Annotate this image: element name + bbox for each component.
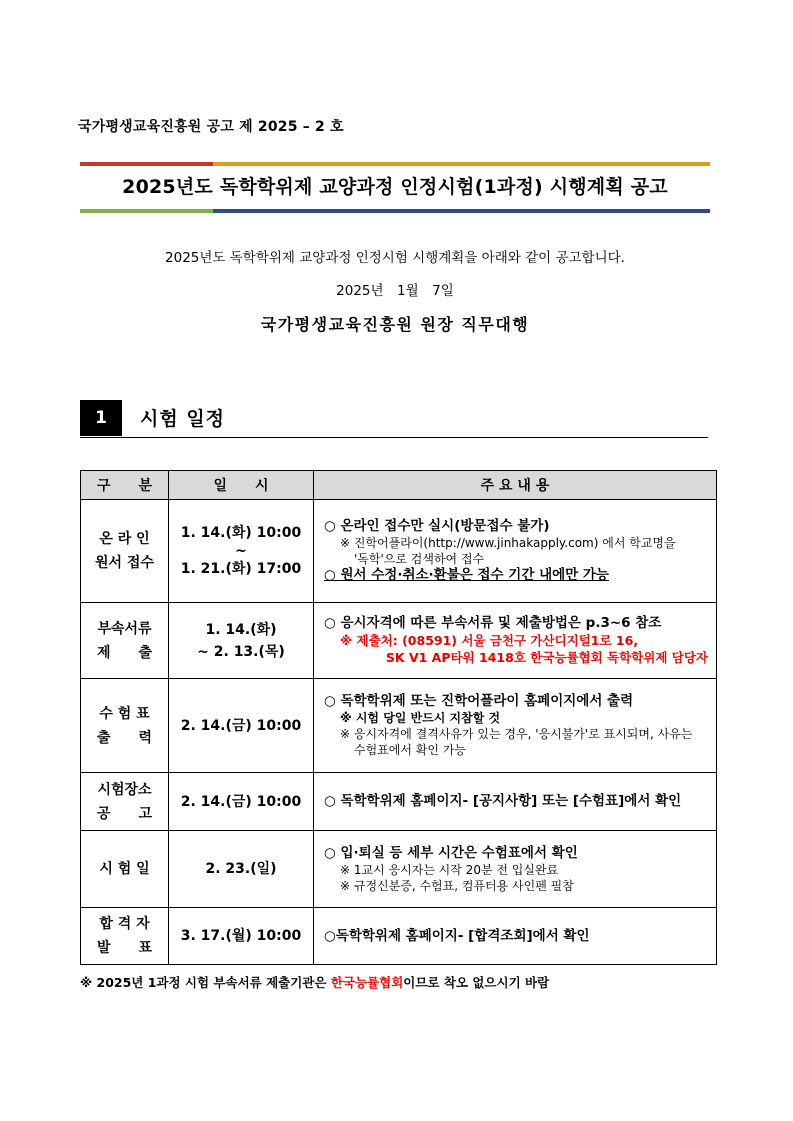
row-content: ○ 독학학위제 또는 진학어플라이 홈페이지에서 출력 ※ 시험 당일 반드시 지참할 것 ※ 응시자격에 결격사유가 있는 경우, '응시불가'로 표시되며, 사유는 수험표에서 확인 가능 (314, 679, 717, 773)
row-datetime: 2. 14.(금) 10:00 (169, 679, 314, 773)
table-row (81, 603, 717, 679)
header-category: 구 분 (81, 471, 169, 500)
footnote-highlight: 한국능률협회 (330, 975, 404, 990)
notice-date: 2025년 1월 7일 (336, 283, 454, 299)
table-row (81, 679, 717, 773)
footnote: ※ 2025년 1과정 시험 부속서류 제출기관은 한국능률협회이므로 착오 없으시기 바람 (80, 975, 550, 990)
row-category: 시 험 일 (81, 831, 169, 908)
row-datetime: 3. 17.(월) 10:00 (169, 908, 314, 965)
header-content: 주 요 내 용 (314, 471, 717, 500)
header-datetime: 일 시 (169, 471, 314, 500)
section-rule (80, 437, 708, 438)
section-title: 시험 일정 (140, 408, 226, 430)
accent-bar-bottom-navy (213, 209, 710, 213)
row-content: ○ 입·퇴실 등 세부 시간은 수험표에서 확인 ※ 1교시 응시자는 시작 20분 전 입실완료 ※ 규정신분증, 수험표, 컴퓨터용 사인펜 필참 (314, 831, 717, 908)
intro-text: 2025년도 독학학위제 교양과정 인정시험 시행계획을 아래와 같이 공고합니다. (165, 250, 625, 266)
schedule-table (80, 470, 717, 965)
notice-number: 국가평생교육진흥원 공고 제 2025 – 2 호 (78, 119, 344, 135)
row-category: 부속서류 제 출 (81, 603, 169, 679)
table-row (81, 908, 717, 965)
row-category: 수 험 표 출 력 (81, 679, 169, 773)
row-category: 온 라 인 원서 접수 (81, 500, 169, 603)
table-row (81, 500, 717, 603)
row-datetime: 2. 14.(금) 10:00 (169, 773, 314, 831)
row-datetime: 1. 14.(화) 10:00 ~ 1. 21.(화) 17:00 (169, 500, 314, 603)
row-content: ○ 응시자격에 따른 부속서류 및 제출방법은 p.3~6 참조 ※ 제출처: (08591) 서울 금천구 가산디지털1로 16, SK V1 AP타워 1418호 한국능률협회 독학학위제 담당자 (314, 603, 717, 679)
signer: 국가평생교육진흥원 원장 직무대행 (260, 315, 530, 334)
row-datetime: 1. 14.(화) ~ 2. 13.(목) (169, 603, 314, 679)
table-row (81, 831, 717, 908)
row-content: ○독학학위제 홈페이지- [합격조회]에서 확인 (314, 908, 717, 965)
accent-bar-bottom-green (80, 209, 213, 213)
accent-bar-top-red (80, 162, 213, 166)
row-datetime: 2. 23.(일) (169, 831, 314, 908)
row-category: 시험장소 공 고 (81, 773, 169, 831)
page-title: 2025년도 독학학위제 교양과정 인정시험(1과정) 시행계획 공고 (122, 176, 668, 198)
row-content: ○ 온라인 접수만 실시(방문접수 불가) ※ 진학어플라이(http://www.jinhakapply.com) 에서 학교명을 '독학'으로 검색하여 접수 ○ 원서 수정·취소·환불은 접수 기간 내에만 가능 (314, 500, 717, 603)
accent-bar-top-gold (213, 162, 710, 166)
section-number: 1 (80, 400, 122, 436)
table-row (81, 773, 717, 831)
row-category: 합 격 자 발 표 (81, 908, 169, 965)
row-content: ○ 독학학위제 홈페이지- [공지사항] 또는 [수험표]에서 확인 (314, 773, 717, 831)
table-header-row (81, 471, 717, 500)
